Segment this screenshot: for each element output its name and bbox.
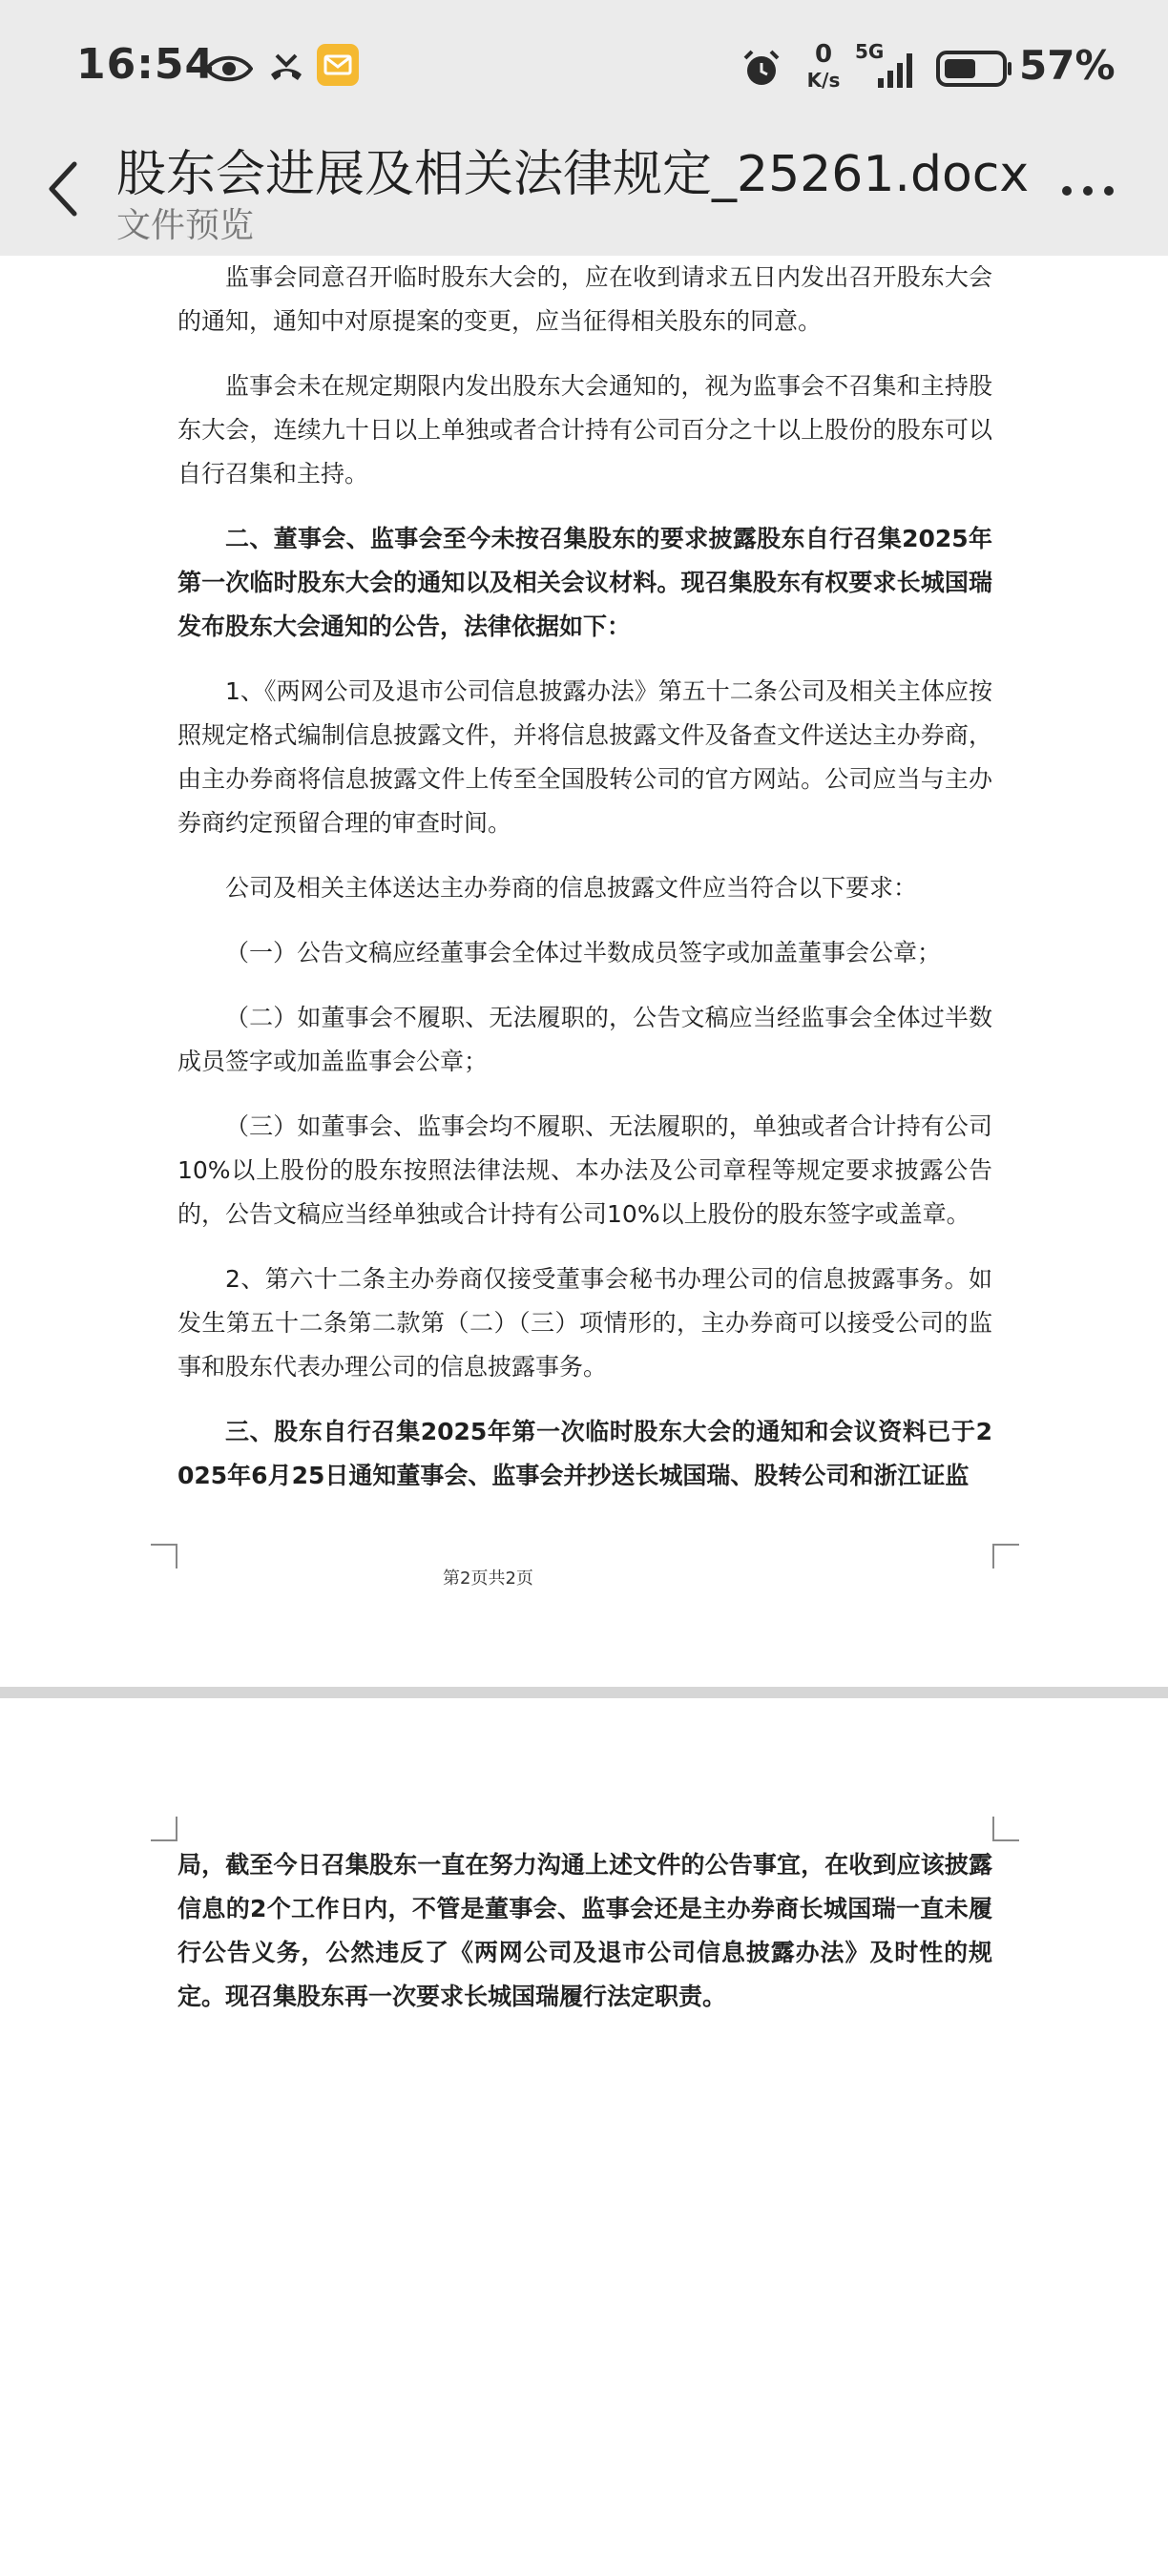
document-paragraph: 公司及相关主体送达主办券商的信息披露文件应当符合以下要求： xyxy=(225,874,918,902)
crop-mark xyxy=(992,1544,1019,1568)
document-paragraph: （三）如董事会、监事会均不履职、无法履职的，单独或者合计持有公司10%以上股份的股东按照法律法规、本办法及公司章程等规定要求披露公告的，公告文稿应当经单独或合计持有公司10%以上股份的股东签字或盖章。 xyxy=(177,1112,992,1228)
document-paragraph: 监事会未在规定期限内发出股东大会通知的，视为监事会不召集和主持股东大会，连续九十日以上单独或者合计持有公司百分之十以上股份的股东可以自行召集和主持。 xyxy=(177,372,992,488)
more-icon xyxy=(1059,184,1116,197)
document-paragraph: 1、《两网公司及退市公司信息披露办法》第五十二条公司及相关主体应按照规定格式编制信息披露文件，并将信息披露文件及备查文件送达主办券商，由主办券商将信息披露文件上传至全国股转公司的官方网站。公司应当与主办券商约定预留合理的审查时间。 xyxy=(177,677,992,837)
signal-icon xyxy=(855,40,924,90)
document-paragraph: 2、第六十二条主办券商仅接受董事会秘书办理公司的信息披露事务。如发生第五十二条第二款第（二）（三）项情形的，主办券商可以接受公司的监事和股东代表办理公司的信息披露事务。 xyxy=(177,1265,992,1381)
top-bar xyxy=(0,0,1168,256)
status-bar xyxy=(0,0,1168,134)
net-speed: 0 K/s xyxy=(806,40,841,92)
chevron-left-icon xyxy=(44,158,82,219)
title-bar xyxy=(0,124,1168,256)
alarm-icon xyxy=(739,48,784,90)
document-paragraph: （一）公告文稿应经董事会全体过半数成员签字或加盖董事会公章； xyxy=(225,939,942,966)
document-paragraph: 监事会同意召开临时股东大会的，应在收到请求五日内发出召开股东大会的通知，通知中对原提案的变更，应当征得相关股东的同意。 xyxy=(177,263,992,335)
crop-mark xyxy=(151,1544,177,1568)
page-2-content xyxy=(177,1843,992,2040)
mail-icon xyxy=(317,44,359,86)
page-footer: 第2页共2页 xyxy=(443,1568,533,1589)
page-separator xyxy=(0,1687,1168,1698)
status-time: 16:54 xyxy=(76,40,216,89)
more-options-button[interactable] xyxy=(1050,162,1126,219)
crop-mark xyxy=(992,1817,1019,1841)
page-1-content xyxy=(177,256,992,1519)
document-paragraph: 局，截至今日召集股东一直在努力沟通上述文件的公告事宜，在收到应该披露信息的2个工作日内，不管是董事会、监事会还是主办券商长城国瑞一直未履行公告义务，公然违反了《两网公司及退市公司信息披露办法》及时性的规定。现召集股东再一次要求长城国瑞履行法定职责。 xyxy=(177,1851,992,2010)
document-paragraph: （二）如董事会不履职、无法履职的，公告文稿应当经监事会全体过半数成员签字或加盖监事会公章； xyxy=(177,1004,992,1075)
document-title: 股东会进展及相关法律规定_25261.docx xyxy=(116,146,1030,203)
battery-percent: 57% xyxy=(1019,42,1116,89)
eye-icon xyxy=(204,48,254,90)
battery-icon xyxy=(935,48,1013,90)
document-paragraph: 二、董事会、监事会至今未按召集股东的要求披露股东自行召集2025年第一次临时股东大会的通知以及相关会议材料。现召集股东有权要求长城国瑞发布股东大会通知的公告，法律依据如下： xyxy=(177,525,992,640)
back-button[interactable] xyxy=(34,151,92,227)
document-paragraph: 三、股东自行召集2025年第一次临时股东大会的通知和会议资料已于2025年6月25日通知董事会、监事会并抄送长城国瑞、股转公司和浙江证监 xyxy=(177,1418,992,1489)
document-page-1 xyxy=(0,256,1168,1687)
document-subtitle: 文件预览 xyxy=(116,206,255,245)
missed-call-icon xyxy=(265,48,307,90)
network-type: 5G xyxy=(855,40,885,63)
crop-mark xyxy=(151,1817,177,1841)
document-page-2 xyxy=(0,1698,1168,2576)
